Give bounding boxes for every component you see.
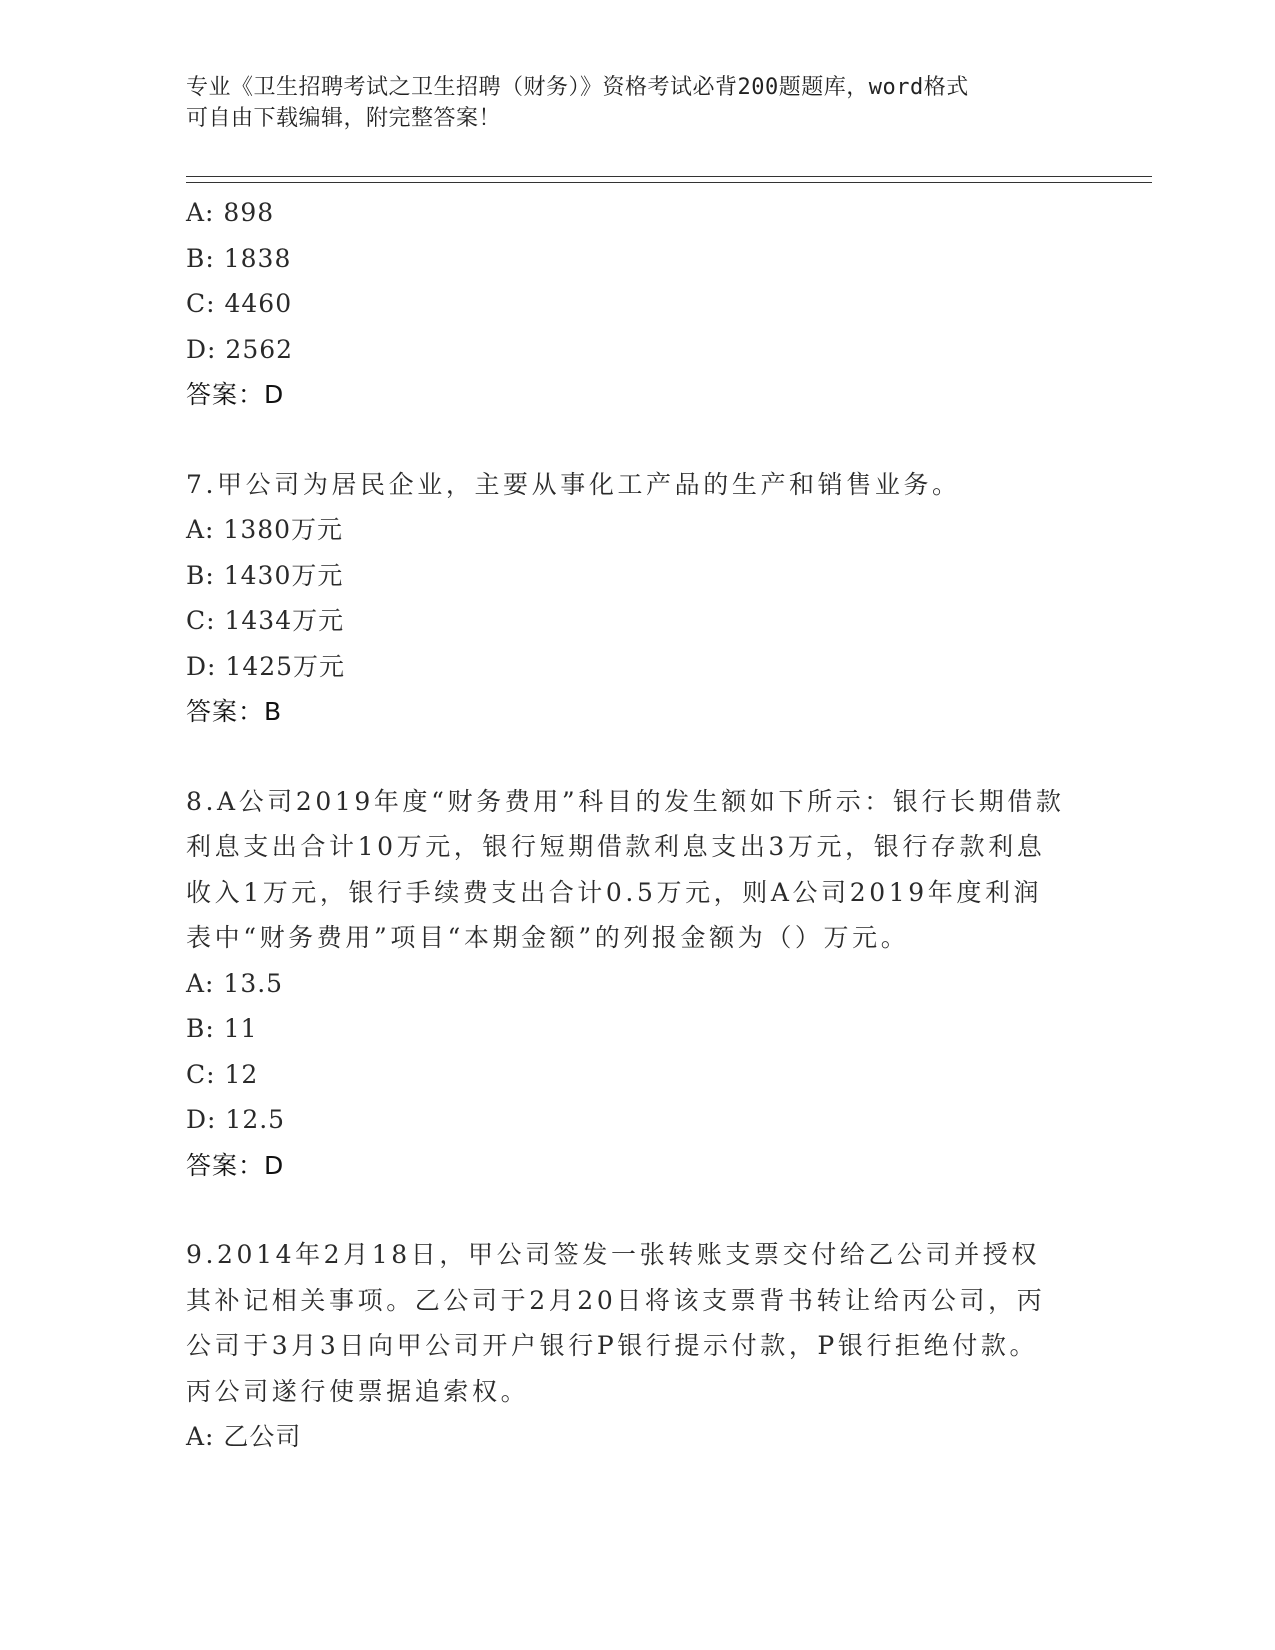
option-d: D: 1425万元 bbox=[186, 651, 346, 681]
question-text: 7.甲公司为居民企业，主要从事化工产品的生产和销售业务。 bbox=[186, 469, 961, 499]
header-title-line-1: 专业《卫生招聘考试之卫生招聘（财务）》资格考试必背200题题库，word格式 bbox=[186, 75, 969, 100]
option-d: D: 12.5 bbox=[186, 1105, 286, 1134]
document-header bbox=[186, 72, 1066, 134]
header-divider-bottom bbox=[186, 182, 1152, 183]
spacer bbox=[186, 418, 1066, 462]
option-c: C: 1434万元 bbox=[186, 606, 345, 635]
question-list bbox=[186, 190, 1066, 1460]
option-a: A: 乙公司 bbox=[186, 1422, 302, 1451]
option-c: C: 12 bbox=[186, 1059, 259, 1089]
option-b: B: 1430万元 bbox=[186, 560, 344, 590]
spacer bbox=[186, 1188, 1066, 1232]
question-8 bbox=[186, 779, 1066, 1189]
header-title-line-2: 可自由下载编辑，附完整答案！ bbox=[186, 106, 502, 131]
question-9 bbox=[186, 1232, 1066, 1460]
question-7 bbox=[186, 462, 1066, 735]
answer-label: 答案：D bbox=[186, 380, 285, 409]
spacer bbox=[186, 735, 1066, 779]
answer-label: 答案：B bbox=[186, 697, 283, 726]
option-d: D: 2562 bbox=[186, 334, 294, 364]
header-divider-top bbox=[186, 176, 1152, 177]
question-text: 8.A公司2019年度“财务费用”科目的发生额如下所示：银行长期借款利息支出合计10万元，银行短期借款利息支出3万元，银行存款利息收入1万元，银行手续费支出合计0.5万元，则A公司2019年度利润表中“财务费用”项目“本期金额”的列报金额为（）万元。 bbox=[186, 786, 1065, 952]
question-text: 9.2014年2月18日，甲公司签发一张转账支票交付给乙公司并授权其补记相关事项。乙公司于2月20日将该支票背书转让给丙公司，丙公司于3月3日向甲公司开户银行P银行提示付款，P银行拒绝付款。丙公司遂行使票据追索权。 bbox=[186, 1240, 1046, 1406]
option-c: C: 4460 bbox=[186, 289, 293, 318]
option-a: A: 1380万元 bbox=[186, 515, 344, 544]
option-b: B: 11 bbox=[186, 1014, 258, 1043]
option-a: A: 13.5 bbox=[186, 968, 284, 998]
question-6 bbox=[186, 190, 1066, 418]
option-b: B: 1838 bbox=[186, 243, 292, 273]
answer-label: 答案：D bbox=[186, 1150, 285, 1180]
option-a: A: 898 bbox=[186, 198, 275, 227]
